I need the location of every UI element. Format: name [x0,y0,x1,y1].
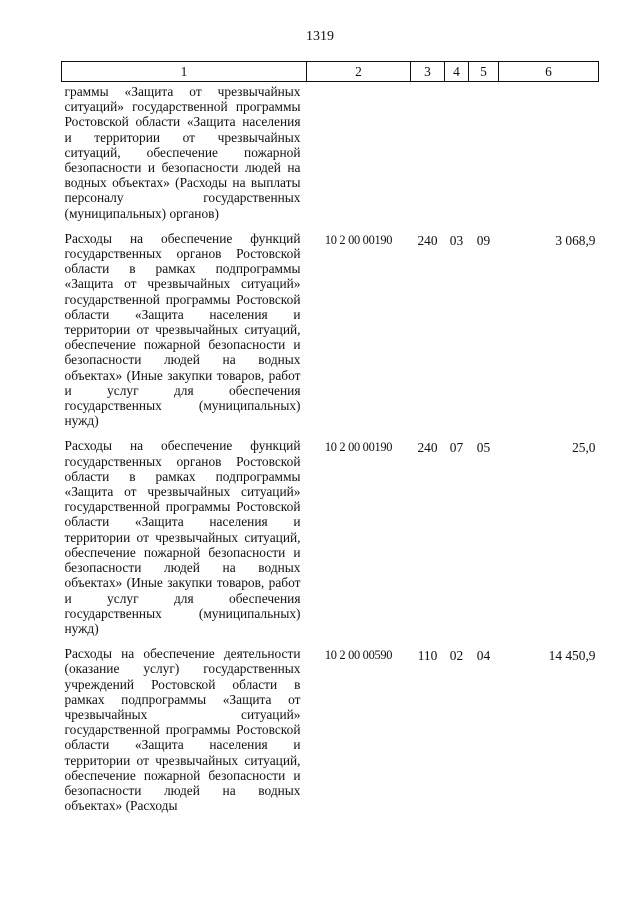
row-subsection: 04 [476,648,491,664]
table-row [62,82,599,221]
row-section: 02 [449,648,464,664]
budget-table [61,61,599,813]
row-expense-type: 240 [417,440,438,456]
row-section [445,82,469,221]
row-section: 03 [449,232,464,248]
header-col-5: 5 [469,62,499,82]
row-description: Расходы на обеспечение деятельности (оказание услуг) государственных учреждений Ростовской области в рамках подпрограммы «Защита от чрезвычайных ситуаций» государственной программы Ростовской области «Защита населения и территории от чрезвычайных ситуаций, обеспечение пожарной безопасности и безопасности людей на водных объектах» (Расходы [64,646,301,814]
row-target-code [307,82,411,221]
row-description: граммы «Защита от чрезвычайных ситуаций» государственной программы Ростовской области «Защита населения и территории от чрезвычайных ситуаций, обеспечение пожарной безопасности и безопасности людей на водных объектах» (Расходы на выплаты персоналу государственных (муниципальных) органов) [64,84,301,221]
header-col-2: 2 [307,62,411,82]
row-subsection: 05 [476,440,491,456]
page-number: 1319 [306,29,334,44]
row-target-code: 10 2 00 00190 [324,440,393,455]
row-subsection: 09 [476,232,491,248]
row-section: 07 [449,440,464,456]
table-row [62,636,599,813]
row-amount [499,82,599,221]
row-expense-type: 110 [417,648,438,664]
row-target-code: 10 2 00 00190 [324,232,393,247]
row-amount: 3 068,9 [555,232,596,248]
header-col-3: 3 [411,62,445,82]
row-description: Расходы на обеспечение функций государственных органов Ростовской области в рамках подпрограммы «Защита от чрезвычайных ситуаций» государственной программы Ростовской области «Защита населения и территории от чрезвычайных ситуаций, обеспечение пожарной безопасности и безопасности людей на водных объектах» (Иные закупки товаров, работ и услуг для обеспечения государственных (муниципальных) нужд) [64,438,301,636]
row-amount: 14 450,9 [548,648,596,664]
row-subsection [469,82,499,221]
table-row [62,428,599,636]
header-col-6: 6 [499,62,599,82]
row-amount: 25,0 [572,440,596,456]
table-header-row [62,62,599,82]
table-row [62,221,599,429]
row-target-code: 10 2 00 00590 [324,648,393,663]
header-col-4: 4 [445,62,469,82]
row-expense-type [411,82,445,221]
row-description: Расходы на обеспечение функций государственных органов Ростовской области в рамках подпрограммы «Защита от чрезвычайных ситуаций» государственной программы Ростовской области «Защита населения и территории от чрезвычайных ситуаций, обеспечение пожарной безопасности и безопасности людей на водных объектах» (Иные закупки товаров, работ и услуг для обеспечения государственных (муниципальных) нужд) [64,230,301,429]
row-expense-type: 240 [417,232,438,248]
header-col-1: 1 [62,62,307,82]
